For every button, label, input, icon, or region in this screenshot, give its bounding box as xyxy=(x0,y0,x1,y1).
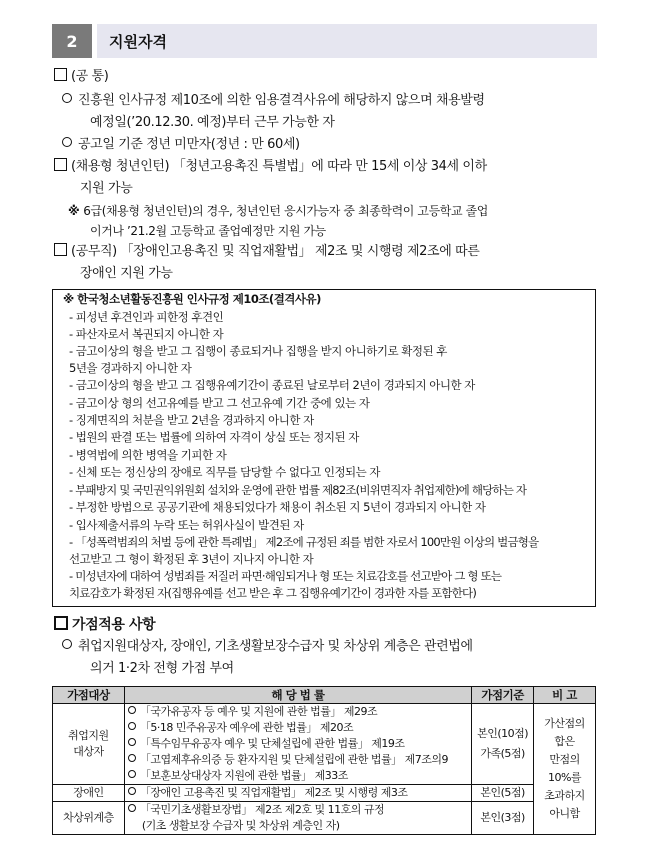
table-header: 가점기준 xyxy=(472,687,534,704)
circle-bullet-icon xyxy=(128,722,136,730)
target-cell: 장애인 xyxy=(53,785,125,802)
box-line: - 금고이상의 형을 받고 그 집행유예기간이 종료된 날로부터 2년이 경과되지 아니한 자 xyxy=(69,378,475,392)
box-line: - 금고이상 형의 선고유예를 받고 그 선고유예 기간 중에 있는 자 xyxy=(69,396,370,410)
item-note-cont: 이거나 ’21.2월 고등학교 졸업예정만 지원 가능 xyxy=(90,224,326,238)
target-cell: 취업지원 대상자 xyxy=(53,704,125,785)
box-line: - 부패방지 및 국민권익위원회 설치와 운영에 관한 법률 제82조(비위면직자 취업제한)에 해당하는 자 xyxy=(69,483,527,497)
item-common: (공 통) xyxy=(54,68,108,86)
box-heading: ※ 한국청소년활동진흥원 인사규정 제10조(결격사유) xyxy=(63,292,321,306)
box-line: - 신체 또는 정신상의 장애로 직무를 담당할 수 없다고 인정되는 자 xyxy=(69,465,381,479)
section-title: 지원자격 xyxy=(97,24,597,58)
table-header-row xyxy=(53,687,596,704)
law-item: 「고엽제후유의증 등 환자지원 및 단체설립에 관한 법률」 제7조의9 xyxy=(128,752,468,768)
table-row xyxy=(53,785,596,802)
item-common-1-cont: 예정일(’20.12.30. 예정)부터 근무 가능한 자 xyxy=(90,115,335,130)
box-line: 치료감호가 확정된 자(집행유예를 선고 받은 후 그 집행유예기간이 경과한 자를 포함한다) xyxy=(69,586,477,600)
circle-bullet-icon xyxy=(128,804,136,812)
gajeom-desc-cont: 의거 1·2차 전형 가점 부여 xyxy=(90,661,234,676)
table-row xyxy=(53,704,596,785)
section-number: 2 xyxy=(52,24,92,58)
table-header: 해 당 법 률 xyxy=(124,687,471,704)
table-row xyxy=(53,802,596,835)
law-item: 「국민기초생활보장법」 제2조 제2호 및 11호의 규정 xyxy=(128,802,468,818)
standard-cell: 본인(10점) 가족(5점) xyxy=(472,704,534,785)
disqualification-box xyxy=(52,289,596,607)
gajeom-table xyxy=(52,686,596,835)
item-note: ※ 6급(채용형 청년인턴)의 경우, 청년인턴 응시가능자 중 최종학력이 고등학교 졸업 xyxy=(68,204,488,218)
square-bullet-icon xyxy=(54,68,67,81)
box-line: - 미성년자에 대하여 성범죄를 저질러 파면·해임되거나 형 또는 치료감호를 선고받아 그 형 또는 xyxy=(69,569,502,583)
standard-cell: 본인(3점) xyxy=(472,802,534,835)
law-item-cont: (기초 생활보장 수급자 및 차상위 계층인 자) xyxy=(141,819,340,832)
item-public-cont: 장애인 지원 가능 xyxy=(80,266,173,281)
box-line: - 금고이상의 형을 받고 그 집행이 종료되거나 집행을 받지 아니하기로 확정된 후 xyxy=(69,344,447,358)
item-public: (공무직) 「장애인고용촉진 및 직업재활법」 제2조 및 시행령 제2조에 따른 xyxy=(54,243,479,261)
circle-bullet-icon xyxy=(128,706,136,714)
box-line: - 파산자로서 복권되지 아니한 자 xyxy=(69,327,224,341)
box-line: - 「성폭력범죄의 처벌 등에 관한 특례법」 제2조에 규정된 죄를 범한 자로서 100만원 이상의 벌금형을 xyxy=(69,535,539,549)
box-line: 5년을 경과하지 아니한 자 xyxy=(69,361,192,375)
circle-bullet-icon xyxy=(62,639,72,649)
remark-cell: 가산점의 합은 만점의 10%를 초과하지 아니함 xyxy=(534,704,596,835)
law-cell xyxy=(124,802,471,835)
item-common-2: 공고일 기준 정년 미만자(정년 : 만 60세) xyxy=(62,136,300,154)
circle-bullet-icon xyxy=(62,93,72,103)
square-bullet-icon xyxy=(54,616,68,630)
circle-bullet-icon xyxy=(128,787,136,795)
circle-bullet-icon xyxy=(128,770,136,778)
law-cell: 「장애인 고용촉진 및 직업재활법」 제2조 및 시행령 제3조 xyxy=(124,785,471,802)
box-line: - 피성년 후견인과 피한정 후견인 xyxy=(69,310,224,324)
law-item: 「특수임무유공자 예우 및 단체설립에 관한 법률」 제19조 xyxy=(128,736,468,752)
law-item: 「국가유공자 등 예우 및 지원에 관한 법률」 제29조 xyxy=(128,704,468,720)
table-header: 비 고 xyxy=(534,687,596,704)
circle-bullet-icon xyxy=(128,754,136,762)
box-line: - 징계면직의 처분을 받고 2년을 경과하지 아니한 자 xyxy=(69,413,314,427)
circle-bullet-icon xyxy=(62,137,72,147)
law-item: 「보훈보상대상자 지원에 관한 법률」 제33조 xyxy=(128,768,468,784)
law-cell xyxy=(124,704,471,785)
target-cell: 차상위계층 xyxy=(53,802,125,835)
item-youth: (채용형 청년인턴) 「청년고용촉진 특별법」에 따라 만 15세 이상 34세 이하 xyxy=(54,158,487,176)
item-youth-cont: 지원 가능 xyxy=(80,181,133,196)
standard-cell: 본인(5점) xyxy=(472,785,534,802)
box-line: - 병역법에 의한 병역을 기피한 자 xyxy=(69,448,227,462)
box-line: - 부정한 방법으로 공공기관에 채용되었다가 채용이 취소된 지 5년이 경과되지 아니한 자 xyxy=(69,500,486,514)
box-line: - 입사제출서류의 누락 또는 허위사실이 발견된 자 xyxy=(69,518,304,532)
gajeom-heading: 가점적용 사항 xyxy=(54,616,155,635)
box-line: 선고받고 그 형이 확정된 후 3년이 지나지 아니한 자 xyxy=(69,552,314,566)
square-bullet-icon xyxy=(54,158,67,171)
table-header: 가점대상 xyxy=(53,687,125,704)
box-line: - 법원의 판결 또는 법률에 의하여 자격이 상실 또는 정지된 자 xyxy=(69,430,359,444)
circle-bullet-icon xyxy=(128,738,136,746)
square-bullet-icon xyxy=(54,243,67,256)
law-item: 「5·18 민주유공자 예우에 관한 법률」 제20조 xyxy=(128,720,468,736)
item-common-1: 진흥원 인사규정 제10조에 의한 임용결격사유에 해당하지 않으며 채용발령 xyxy=(62,92,485,110)
gajeom-desc: 취업지원대상자, 장애인, 기초생활보장수급자 및 차상위 계층은 관련법에 xyxy=(62,638,473,656)
